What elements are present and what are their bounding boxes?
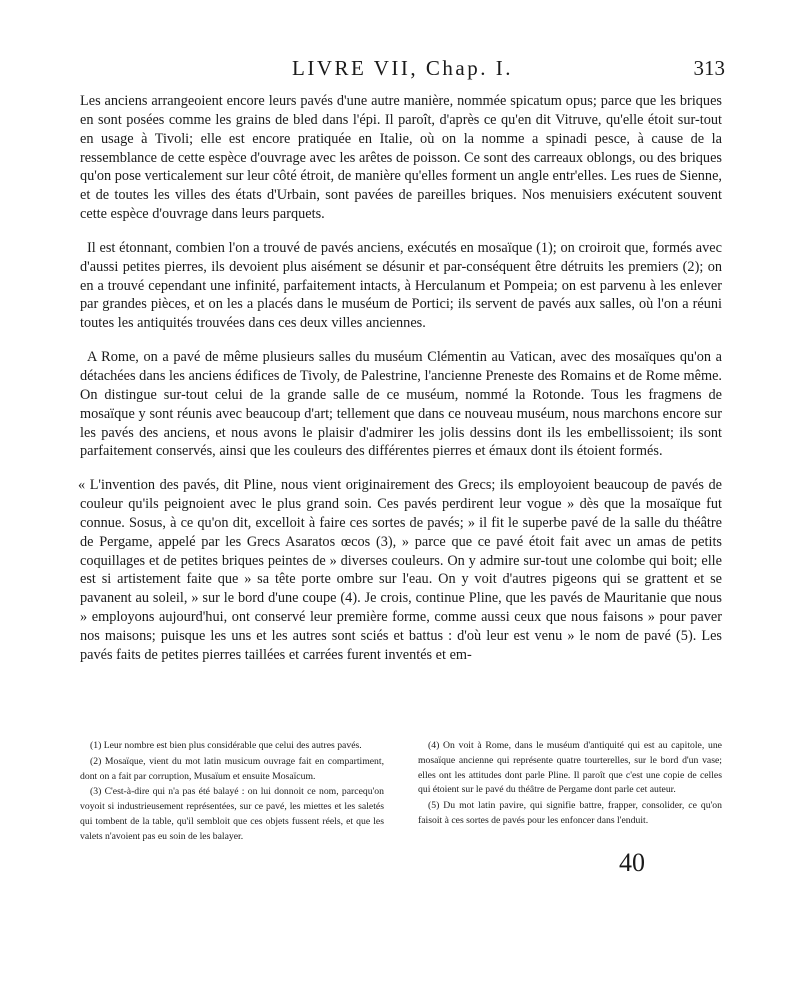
paragraph-spicatum-opus: Les anciens arrangeoient encore leurs pavés d'une autre manière, nommée spicatum opus; parce que les briques en sont posées comme les grains de bled dans l'épi. Il paroît, d'après ce qu'en dit Vitruve, qu'elle étoit sur-tout en usage à Tivoli; elle est encore pratiquée en Italie, où on la nomme a spinadi pesce, à cause de la ressemblance de cette espèce d'ouvrage avec les arêtes de poisson. Ce sont des carreaux oblongs, ou des briques qu'on pose verticalement sur leur côté étroit, de manière qu'elles forment un angle entr'elles. Les rues de Sienne, et de toutes les villes des états d'Urbain, sont pavées de pareilles briques. Nos menuisiers exécutent souvent cette espèce d'ouvrage dans leurs parquets. bbox=[80, 93, 722, 223]
main-text bbox=[80, 92, 722, 665]
page-header bbox=[80, 56, 725, 86]
paragraph-rome-vatican: A Rome, on a pavé de même plusieurs salles du muséum Clémentin au Vatican, avec des mosaïques qu'on a détachées dans les anciens édifices de Tivoly, de Palestrine, l'ancienne Preneste des Romains et de Rome même. On distingue sur-tout celui de la grande salle de ce muséum, nommé la Rotonde. Tous les fragmens de mosaïque y sont réunis avec beaucoup d'art; tellement que dans ce nouveau muséum, nous marchons encore sur les pavés des anciens, et nous avons le plaisir d'admirer les jolis dessins dont ils les embellissoient; ils sont parfaitement conservés, ainsi que les couleurs des différentes pierres et émaux dont ils étoient formés. bbox=[80, 349, 722, 460]
paragraph-pline-quote: « L'invention des pavés, dit Pline, nous vient originairement des Grecs; ils employoient beaucoup de pavés de couleur qu'ils peignoient avec le plus grand soin. Ces pavés perdirent leur vogue » dès que la mosaïque fut connue. Sosus, à ce qu'on dit, excelloit à faire ces sortes de pavés; » il fit le superbe pavé de la salle du théâtre de Pergame, appelé par les Grecs Asaratos œcos (3), » parce que ce pavé étoit fait avec un amas de petits coquillages et de petites briques peintes de » diverses couleurs. On y admire sur-tout une colombe qui boit; elle est si artistement faite que » sa tête porte ombre sur l'eau. On y voit d'autres pigeons qui se grattent et se pavanent au soleil, » sur le bord d'une coupe (4). Je crois, continue Pline, que les pavés de Mauritanie que nous » employons aujourd'hui, ont conservé leur première forme, comme aussi ceux que nous faisons » pour paver nos maisons; puisque les uns et les autres sont sciés et battus : d'où leur est venu » le nom de pavé (5). Les pavés faits de petites pierres taillées et carrées furent inventés et em- bbox=[78, 477, 722, 663]
footnotes-right-column bbox=[418, 739, 722, 846]
footnote-5: (5) Du mot latin pavire, qui signifie battre, frapper, consolider, ce qu'on faisoit à ces sortes de pavés pour les enfoncer dans l'enduit. bbox=[418, 800, 722, 826]
signature-mark: 40 bbox=[619, 848, 645, 877]
footnote-4: (4) On voit à Rome, dans le muséum d'antiquité qui est au capitole, une mosaïque ancienne qui représente quatre tourterelles, sur le bord d'un vase; elles ont les attitudes dont parle Pline. Il paroît que c'est une copie de celles qui étoient sur le pavé du théâtre de Pergame dont parle cet auteur. bbox=[418, 740, 722, 796]
paragraph-mosaic-pavements: Il est étonnant, combien l'on a trouvé de pavés anciens, exécutés en mosaïque (1); on croiroit que, formés avec d'aussi petites pierres, ils devoient plus aisément se désunir et par-conséquent être détruits les premiers (2); on en a trouvé cependant une infinité, parfaitement intacts, à Herculanum et Pompeia; on est parvenu à les enlever par grandes pièces, et on les a placés dans le muséum de Portici; ils servent de pavés aux salles, où l'on a réuni toutes les antiquités trouvées dans ces deux villes anciennes. bbox=[80, 239, 722, 332]
footnotes-left-column bbox=[80, 739, 384, 846]
footnote-3: (3) C'est-à-dire qui n'a pas été balayé : on lui donnoit ce nom, parcequ'on voyoit si industrieusement représentées, sur ce pavé, les miettes et les saletés qui tombent de la table, qu'il sembloit que ces objets fussent réels, et que les valets n'avoient pas eu soin de les balayer. bbox=[80, 786, 384, 842]
footnote-2: (2) Mosaïque, vient du mot latin musicum ouvrage fait en compartiment, dont on a fait par corruption, Musaïum et ensuite Mosaïcum. bbox=[80, 755, 384, 782]
footnote-1: (1) Leur nombre est bien plus considérable que celui des autres pavés. bbox=[90, 740, 362, 751]
running-head: LIVRE VII, Chap. I. bbox=[292, 56, 513, 80]
page-number: 313 bbox=[693, 56, 725, 80]
footnotes bbox=[80, 739, 722, 846]
